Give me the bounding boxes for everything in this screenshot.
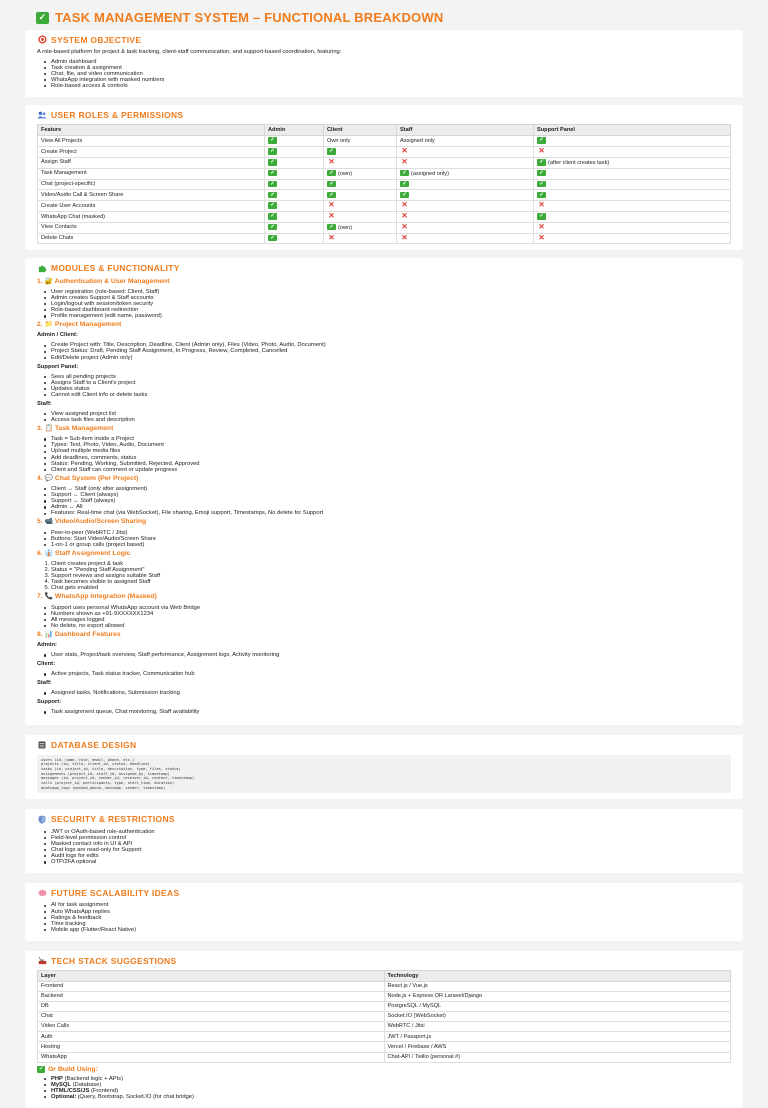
- build-key: PHP: [51, 1075, 63, 1082]
- tech-title-text: TECH STACK SUGGESTIONS: [51, 955, 177, 966]
- module-1-list: [37, 289, 731, 319]
- table-row: [38, 222, 731, 233]
- table-header: Feature: [38, 125, 265, 136]
- list-item: Updates status: [51, 386, 731, 392]
- list-item: Masked contact info in UI & API: [51, 841, 731, 847]
- module-8-support-list: [37, 709, 731, 715]
- module-8-admin-list: [37, 652, 731, 658]
- list-item: Buttons: Start Video/Audio/Screen Share: [51, 536, 731, 542]
- list-item: Field-level permission control: [51, 835, 731, 841]
- cross-icon: ✕: [401, 211, 408, 221]
- puzzle-icon: [37, 264, 47, 274]
- check-icon: ✓: [537, 137, 546, 144]
- feature-cell: Video/Audio Call & Screen Share: [38, 190, 265, 201]
- table-row: [38, 157, 731, 168]
- build-title: [37, 1066, 731, 1074]
- role-label: Client:: [37, 661, 56, 668]
- permissions-table: [37, 124, 731, 244]
- list-item: Ratings & feedback: [51, 915, 731, 921]
- list-item: Project Status: Draft, Pending Staff Assignment, In Progress, Review, Completed, Cancelled: [51, 348, 731, 354]
- check-icon: ✓: [268, 137, 277, 144]
- table-row: [38, 168, 731, 179]
- page-title: [0, 0, 768, 30]
- page-title-text: TASK MANAGEMENT SYSTEM – FUNCTIONAL BREAKDOWN: [55, 10, 444, 25]
- list-item: Time tracking: [51, 921, 731, 927]
- objective-section: [25, 30, 743, 98]
- module-4-title: 4. 💬 Chat System (Per Project): [37, 474, 139, 482]
- check-icon: ✓: [327, 170, 336, 177]
- list-item: [51, 1094, 731, 1100]
- database-title-text: DATABASE DESIGN: [51, 740, 137, 751]
- objective-intro: A role-based platform for project & task tracking, client-staff communication, and support-based coordination, featuring:: [37, 48, 342, 55]
- technology-cell: JWT / Passport.js: [384, 1032, 731, 1042]
- database-title: [37, 740, 731, 750]
- check-icon: ✓: [537, 159, 546, 166]
- build-value: (Database): [70, 1081, 102, 1088]
- table-row: [38, 136, 731, 147]
- objective-title-text: SYSTEM OBJECTIVE: [51, 34, 142, 45]
- list-item: 5. Chat gets enabled: [51, 585, 731, 591]
- table-row: [38, 201, 731, 212]
- check-icon: ✓: [268, 202, 277, 209]
- feature-cell: View All Projects: [38, 136, 265, 147]
- layer-cell: Auth: [38, 1032, 385, 1042]
- table-row: [38, 1012, 731, 1022]
- security-section: [25, 809, 743, 873]
- layer-cell: DB: [38, 1002, 385, 1012]
- check-icon: ✓: [268, 148, 277, 155]
- cross-icon: ✕: [328, 211, 335, 221]
- security-title-text: SECURITY & RESTRICTIONS: [51, 814, 175, 825]
- list-item: Access task files and description: [51, 417, 731, 423]
- list-item: Support ↔ Client (always): [51, 492, 731, 498]
- table-row: [38, 1032, 731, 1042]
- list-item: Task creation & assignment: [51, 65, 731, 71]
- list-item: Peer-to-peer (WebRTC / Jitsi): [51, 530, 731, 536]
- cross-icon: ✕: [538, 200, 545, 210]
- tech-section: [25, 951, 743, 1108]
- table-row: [38, 1042, 731, 1052]
- permission-text: Own only: [324, 136, 397, 147]
- table-row: [38, 1052, 731, 1062]
- check-icon: ✓: [268, 213, 277, 220]
- build-list: [37, 1076, 731, 1100]
- check-icon: ✓: [537, 170, 546, 177]
- check-icon: ✓: [537, 181, 546, 188]
- permission-note: (after client creates task): [548, 159, 610, 166]
- list-item: User stats, Project/task overview, Staff performance, Assignment logs, Activity monitoring: [51, 652, 731, 658]
- future-title: [37, 888, 731, 898]
- list-item: Support uses personal WhatsApp account via Web Bridge: [51, 605, 731, 611]
- feature-cell: Chat (project-specific): [38, 179, 265, 190]
- check-icon: ✓: [36, 12, 49, 24]
- database-icon: [37, 740, 47, 750]
- list-item: Types: Text, Photo, Video, Audio, Document: [51, 442, 731, 448]
- layer-cell: Chat: [38, 1012, 385, 1022]
- check-icon: ✓: [327, 181, 336, 188]
- list-item: Features: Real-time chat (via WebSocket), File sharing, Emoji support, Timestamps, No delete for Support: [51, 510, 731, 516]
- list-item: View assigned project list: [51, 411, 731, 417]
- build-title-text: Or Build Using:: [48, 1065, 98, 1073]
- table-header: Support Panel: [534, 125, 731, 136]
- table-row: [38, 981, 731, 991]
- table-row: [38, 190, 731, 201]
- role-label: Support:: [37, 699, 62, 706]
- database-section: [25, 735, 743, 799]
- list-item: Client ↔ Staff (only after assignment): [51, 486, 731, 492]
- role-label: Staff:: [37, 680, 52, 687]
- list-item: Profile management (edit name, password): [51, 313, 731, 319]
- brain-icon: [37, 888, 47, 898]
- technology-cell: Chat-API / Twilio (personal #): [384, 1052, 731, 1062]
- module-2-admin-list: [37, 342, 731, 360]
- modules-title: [37, 263, 731, 273]
- future-section: [25, 883, 743, 941]
- list-item: Chat, file, and video communication: [51, 71, 731, 77]
- modules-title-text: MODULES & FUNCTIONALITY: [51, 263, 180, 274]
- cross-icon: ✕: [401, 200, 408, 210]
- permission-note: (own): [338, 224, 352, 231]
- cross-icon: ✕: [538, 221, 545, 231]
- list-item: OTP/2FA optional: [51, 859, 731, 865]
- check-icon: ✓: [268, 192, 277, 199]
- tech-stack-table: [37, 970, 731, 1063]
- cross-icon: ✕: [328, 200, 335, 210]
- module-1-title: 1. 🔐 Authentication & User Management: [37, 277, 170, 285]
- check-icon: ✓: [268, 181, 277, 188]
- list-item: Admin dashboard: [51, 59, 731, 65]
- list-item: JWT or OAuth-based role-authentication: [51, 829, 731, 835]
- table-header-row: [38, 125, 731, 136]
- layer-cell: WhatsApp: [38, 1052, 385, 1062]
- list-item: Add deadlines, comments, status: [51, 455, 731, 461]
- list-item: Audit logs for edits: [51, 853, 731, 859]
- tools-icon: [37, 956, 47, 966]
- module-2-staff-list: [37, 411, 731, 423]
- module-8-staff-list: [37, 690, 731, 696]
- build-value: jQuery, Bootstrap, Socket.IO (for chat bridge): [76, 1094, 194, 1101]
- shield-icon: [37, 815, 47, 825]
- module-3-list: [37, 436, 731, 473]
- list-item: Auto WhatsApp replies: [51, 909, 731, 915]
- list-item: Mobile app (Flutter/React Native): [51, 927, 731, 933]
- permissions-body: [38, 136, 731, 244]
- module-6-title: 6. 👔 Staff Assignment Logic: [37, 549, 131, 557]
- module-8-client-list: [37, 671, 731, 677]
- module-2-title: 2. 📁 Project Management: [37, 321, 122, 329]
- feature-cell: Task Management: [38, 168, 265, 179]
- list-item: Upload multiple media files: [51, 448, 731, 454]
- table-header: Technology: [384, 971, 731, 982]
- list-item: Role-based access & controls: [51, 83, 731, 89]
- permission-note: (own): [338, 170, 352, 177]
- technology-cell: Vercel / Firebase / AWS: [384, 1042, 731, 1052]
- list-item: Support ↔ Staff (always): [51, 498, 731, 504]
- tech-title: [37, 956, 731, 966]
- list-item: 2. Status = "Pending Staff Assignment": [51, 567, 731, 573]
- module-2-support-list: [37, 374, 731, 398]
- build-key: Optional:: [51, 1094, 77, 1101]
- technology-cell: PostgreSQL / MySQL: [384, 1002, 731, 1012]
- list-item: Edit/Delete project (Admin only): [51, 355, 731, 361]
- list-item: Login/logout with session/token security: [51, 301, 731, 307]
- list-item: Admin ↔ All: [51, 504, 731, 510]
- list-item: 1-on-1 or group calls (project based): [51, 542, 731, 548]
- feature-cell: Assign Staff: [38, 157, 265, 168]
- list-item: AI for task assignment: [51, 902, 731, 908]
- check-icon: ✓: [38, 1066, 44, 1073]
- check-icon: ✓: [268, 235, 277, 242]
- table-header: Layer: [38, 971, 385, 982]
- cross-icon: ✕: [401, 146, 408, 156]
- role-label: Admin:: [37, 642, 57, 649]
- build-value: (Backend logic + APIs): [62, 1075, 124, 1082]
- layer-cell: Frontend: [38, 981, 385, 991]
- check-icon: ✓: [268, 170, 277, 177]
- list-item: Chat logs are read-only for Support: [51, 847, 731, 853]
- list-item: WhatsApp integration with masked numbers: [51, 77, 731, 83]
- schema-code-block: users (id, name, role, email, phone, etc.) projects (id, title, client_id, status, deadline) tasks (id, project_id, title, description, type, files, status) assignments (project_id, staff_id, assigned_by, timestamp) messages (id, project_id, sender_id, receiver_id, content, timestamp) calls (project_id, participants, type, start_time, duration) whatsapp_logs (masked_phone, message, sender, timestamp): [37, 755, 731, 794]
- feature-cell: Create User Accounts: [38, 201, 265, 212]
- list-item: Admin creates Support & Staff accounts: [51, 295, 731, 301]
- module-6-list: [37, 561, 731, 591]
- feature-cell: View Contacts: [38, 222, 265, 233]
- cross-icon: ✕: [328, 232, 335, 242]
- list-item: Status: Pending, Working, Submitted, Rejected, Approved: [51, 461, 731, 467]
- cross-icon: ✕: [401, 221, 408, 231]
- role-label: Staff:: [37, 400, 52, 407]
- table-header: Admin: [265, 125, 324, 136]
- check-icon: ✓: [327, 148, 336, 155]
- table-header: Client: [324, 125, 397, 136]
- permission-note: (assigned only): [411, 170, 449, 177]
- table-row: [38, 1002, 731, 1012]
- cross-icon: ✕: [401, 157, 408, 167]
- check-icon: ✓: [537, 213, 546, 220]
- future-title-text: FUTURE SCALABILITY IDEAS: [51, 888, 180, 899]
- list-item: 4. Task becomes visible to assigned Staff: [51, 579, 731, 585]
- list-item: Active projects, Task status tracker, Communication hub: [51, 671, 731, 677]
- table-row: [38, 211, 731, 222]
- list-item: All messages logged: [51, 617, 731, 623]
- list-item: Assigns Staff to a Client's project: [51, 380, 731, 386]
- table-row: [38, 179, 731, 190]
- module-3-title: 3. 📋 Task Management: [37, 425, 114, 433]
- list-item: Numbers shown as +91-9XXXXXX1234: [51, 611, 731, 617]
- check-icon: ✓: [400, 192, 409, 199]
- technology-cell: WebRTC / Jitsi: [384, 1022, 731, 1032]
- technology-cell: Node.js + Express OR Laravel/Django: [384, 992, 731, 1002]
- layer-cell: Hosting: [38, 1042, 385, 1052]
- check-icon: ✓: [268, 159, 277, 166]
- future-list: [37, 902, 731, 932]
- role-label: Support Panel:: [37, 363, 79, 370]
- list-item: Assigned tasks, Notifications, Submission tracking: [51, 690, 731, 696]
- list-item: 1. Client creates project & task: [51, 561, 731, 567]
- build-key: MySQL: [51, 1081, 71, 1088]
- permission-text: Assigned only: [397, 136, 534, 147]
- list-item: 3. Support reviews and assigns suitable Staff: [51, 573, 731, 579]
- tech-stack-body: [38, 981, 731, 1062]
- build-value: (Frontend): [89, 1087, 119, 1094]
- table-row: [38, 1022, 731, 1032]
- build-key: HTML/CSS/JS: [51, 1087, 90, 1094]
- roles-title-text: USER ROLES & PERMISSIONS: [51, 110, 184, 121]
- technology-cell: React.js / Vue.js: [384, 981, 731, 991]
- cross-icon: ✕: [538, 146, 545, 156]
- list-item: Sees all pending projects: [51, 374, 731, 380]
- module-5-title: 5. 📹 Video/Audio/Screen Sharing: [37, 518, 147, 526]
- module-7-title: 7. 📞 WhatsApp Integration (Masked): [37, 593, 157, 601]
- cross-icon: ✕: [538, 232, 545, 242]
- objective-list: [37, 59, 731, 89]
- module-4-list: [37, 486, 731, 516]
- module-7-list: [37, 605, 731, 629]
- table-row: [38, 992, 731, 1002]
- check-icon: ✓: [537, 192, 546, 199]
- layer-cell: Video Calls: [38, 1022, 385, 1032]
- feature-cell: Delete Chats: [38, 233, 265, 244]
- list-item: Client and Staff can comment or update progress: [51, 467, 731, 473]
- check-icon: ✓: [268, 224, 277, 231]
- list-item: Cannot edit Client info or delete tasks: [51, 392, 731, 398]
- role-label: Admin / Client:: [37, 332, 78, 339]
- users-icon: [37, 110, 47, 120]
- feature-cell: WhatsApp Chat (masked): [38, 211, 265, 222]
- list-item: User registration (role-based: Client, Staff): [51, 289, 731, 295]
- security-list: [37, 829, 731, 866]
- modules-section: [25, 258, 743, 725]
- check-icon: ✓: [400, 181, 409, 188]
- check-icon: ✓: [400, 170, 409, 177]
- check-icon: ✓: [327, 192, 336, 199]
- list-item: Role-based dashboard redirection: [51, 307, 731, 313]
- target-icon: [37, 35, 47, 45]
- roles-section: [25, 105, 743, 250]
- list-item: Create Project with: Title, Description, Deadline, Client (Admin only), Files (Video, Photo, Audio, Document): [51, 342, 731, 348]
- module-5-list: [37, 530, 731, 548]
- list-item: Task assignment queue, Chat monitoring, Staff availability: [51, 709, 731, 715]
- cross-icon: ✕: [401, 232, 408, 242]
- security-title: [37, 814, 731, 824]
- cross-icon: ✕: [328, 157, 335, 167]
- objective-title: [37, 35, 731, 45]
- list-item: No delete, no export allowed: [51, 623, 731, 629]
- list-item: Task = Sub-item inside a Project: [51, 436, 731, 442]
- layer-cell: Backend: [38, 992, 385, 1002]
- table-header-row: [38, 971, 731, 982]
- check-icon: ✓: [327, 224, 336, 231]
- feature-cell: Create Project: [38, 147, 265, 158]
- table-row: [38, 233, 731, 244]
- roles-title: [37, 110, 731, 120]
- table-row: [38, 147, 731, 158]
- module-8-title: 8. 📊 Dashboard Features: [37, 631, 121, 639]
- technology-cell: Socket.IO (WebSocket): [384, 1012, 731, 1022]
- table-header: Staff: [397, 125, 534, 136]
